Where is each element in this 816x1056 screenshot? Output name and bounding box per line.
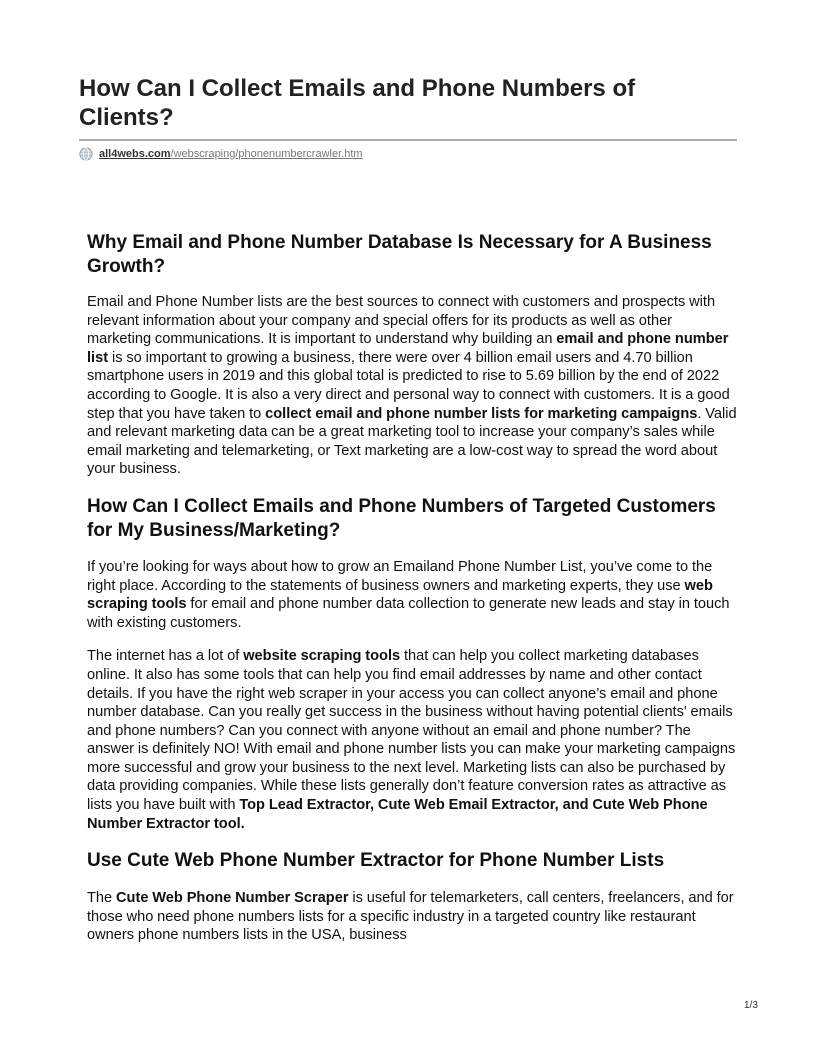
paragraph-database-importance xyxy=(87,293,737,479)
title-divider xyxy=(79,139,737,141)
text: Email and Phone Number lists are the best sources to connect with customers and prospects with relevant information about your company and special offers for its products as well as other marketing communications. It is important to understand why building an xyxy=(87,294,716,348)
bold-phrase: website scraping tools xyxy=(243,648,401,665)
text: that can help you collect marketing databases online. It also has some tools that can help you find email addresses by name and other contact details. If you have the right web scraper in your access you can collect anyone’s email and phone number database. Can you really get success in the business without having potential clients' emails and phone numbers? Can you connect with anyone without an email and phone number? The answer is definitely NO! With email and phone number lists you can make your marketing campaigns more successful and grow your business to the next level. Marketing lists can also be purchased by data providing companies. While these lists generally don’t feature conversion rates as attractive as lists you have built with xyxy=(87,648,736,814)
bold-phrase: web scraping tools xyxy=(87,577,713,613)
globe-icon xyxy=(79,147,93,161)
source-url[interactable] xyxy=(79,146,363,162)
article-body xyxy=(87,231,737,945)
paragraph-grow-list xyxy=(87,558,737,632)
paragraph-scraping-tools xyxy=(87,647,737,833)
text: for email and phone number data collection to generate new leads and stay in touch with existing customers. xyxy=(87,596,730,631)
bold-phrase: Cute Web Phone Number Scraper xyxy=(116,890,349,907)
text: If you’re looking for ways about how to grow an Emailand Phone Number List, you’ve come to the right place. According to the statements of business owners and marketing experts, they use xyxy=(87,558,713,594)
source-path-link[interactable]: /webscraping/phonenumbercrawler.htm xyxy=(170,148,363,160)
source-domain-link[interactable]: all4webs.com xyxy=(99,148,171,160)
text: . Valid and relevant marketing data can be a great marketing tool to increase your company’s sales while email marketing and telemarketing, or Text marketing are a low-cost way to spread the word about your business. xyxy=(87,405,737,478)
page-title: How Can I Collect Emails and Phone Numbers of Clients? xyxy=(79,75,636,131)
text: The xyxy=(87,890,117,907)
bold-phrase: email and phone number list xyxy=(87,331,729,366)
text: The internet has a lot of xyxy=(87,648,244,665)
section-heading-phone-extractor: Use Cute Web Phone Number Extractor for Phone Number Lists xyxy=(87,850,665,872)
text: is so important to growing a business, there were over 4 billion email users and 4.70 billion smartphone users in 2019 and this global total is predicted to rise to 5.69 billion by the end of 2022 according to Google. It is also a very direct and personal way to connect with customers. It is a good step that you have taken to xyxy=(87,349,730,422)
bold-phrase: collect email and phone number lists for marketing campaigns xyxy=(265,405,698,422)
page-number: 1/3 xyxy=(744,1000,758,1011)
section-heading-why-database: Why Email and Phone Number Database Is Necessary for A Business Growth? xyxy=(87,232,712,277)
bold-phrase: Top Lead Extractor, Cute Web Email Extractor, and Cute Web Phone Number Extractor tool. xyxy=(87,797,708,832)
text: is useful for telemarketers, call centers, freelancers, and for those who need phone numbers lists for a specific industry in a targeted country like restaurant owners phone numbers lists in the USA, business xyxy=(87,890,734,944)
section-heading-how-to-collect: How Can I Collect Emails and Phone Numbers of Targeted Customers for My Business/Marketing? xyxy=(87,495,716,541)
paragraph-phone-scraper xyxy=(87,889,737,945)
